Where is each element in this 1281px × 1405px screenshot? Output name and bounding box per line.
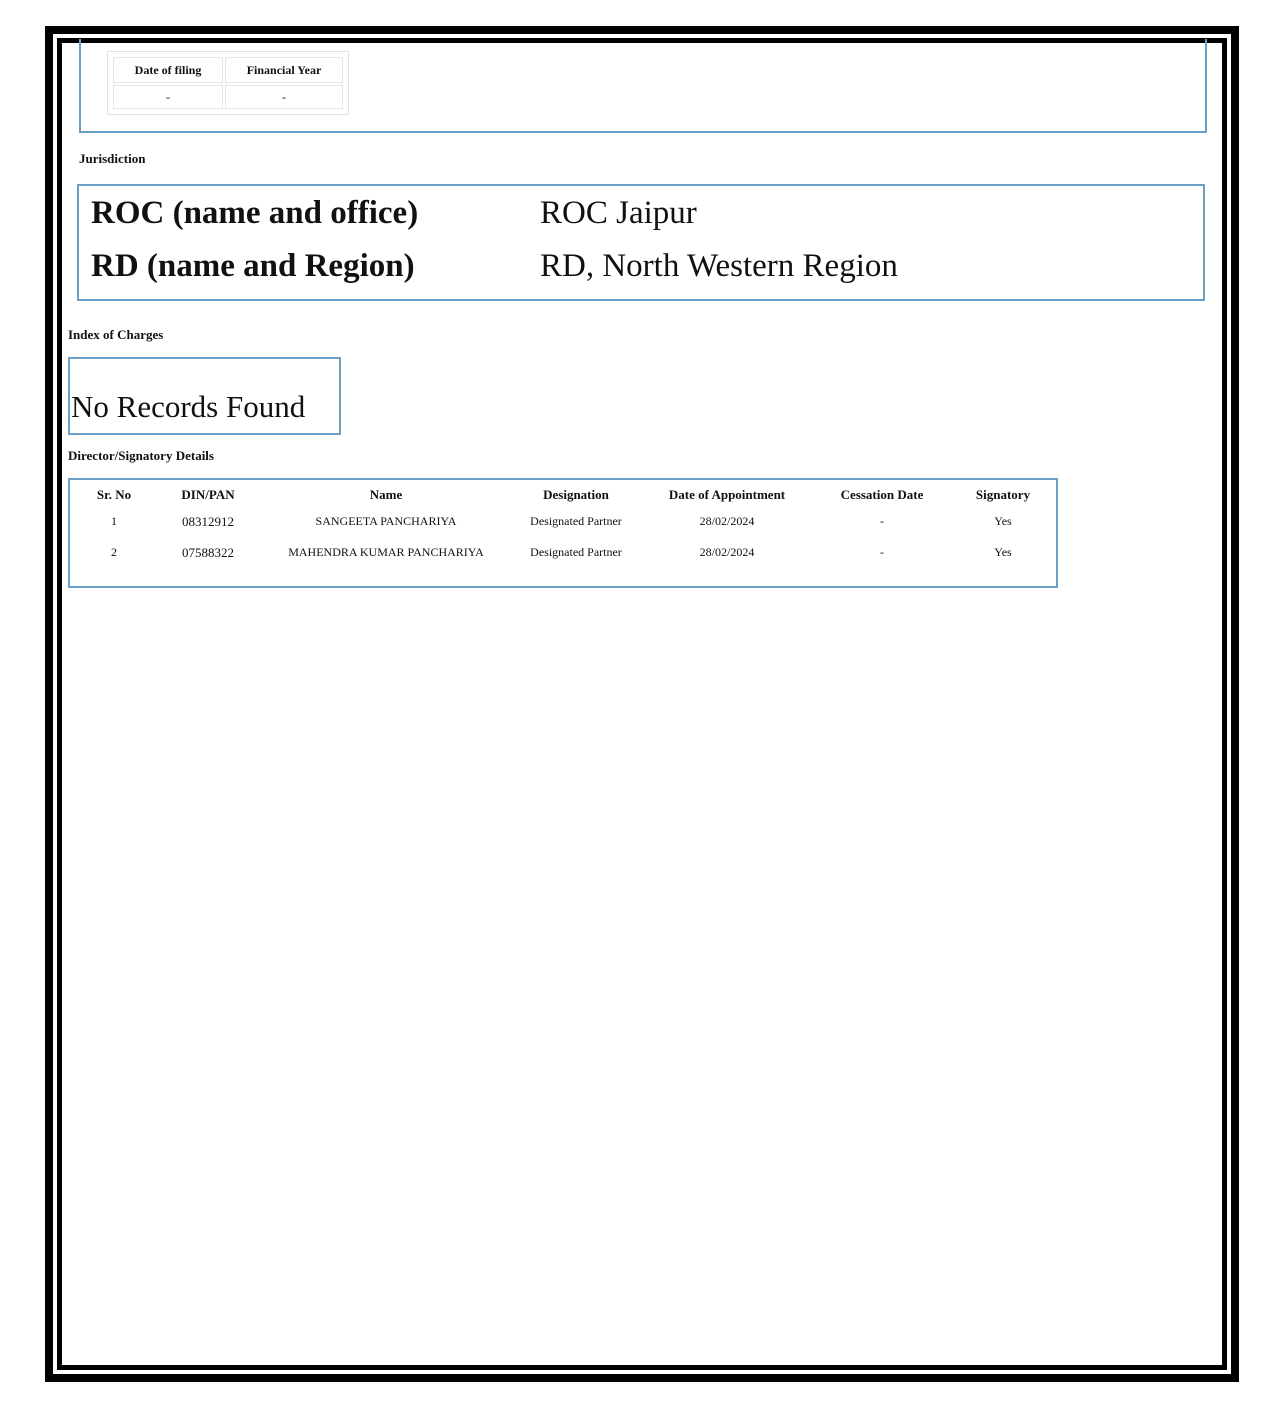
financial-year-value: - — [225, 85, 343, 109]
director-details-heading: Director/Signatory Details — [68, 448, 214, 463]
col-sr-no: Sr. No — [96, 487, 132, 502]
rd-row — [91, 246, 898, 286]
date-of-filing-header: Date of filing — [113, 57, 223, 83]
financial-year-header: Financial Year — [225, 57, 343, 83]
col-designation: Designation — [543, 487, 609, 502]
din-pan-cell: 07588322 — [182, 544, 234, 560]
director-details-box — [68, 478, 1058, 588]
rd-label: RD (name and Region) — [91, 248, 415, 284]
din-pan-cell: 08312912 — [182, 513, 234, 529]
document-page — [62, 43, 1222, 1365]
sr-no-cell: 2 — [111, 545, 117, 559]
col-name: Name — [369, 487, 403, 502]
index-of-charges-heading: Index of Charges — [68, 327, 164, 342]
table-row — [80, 506, 1048, 537]
director-table-header-row — [80, 484, 1048, 506]
col-signatory: Signatory — [975, 487, 1031, 502]
filing-header-row — [113, 57, 343, 83]
charges-box — [68, 357, 341, 435]
filing-section — [79, 39, 1207, 133]
col-din-pan: DIN/PAN — [181, 487, 235, 502]
name-cell: MAHENDRA KUMAR PANCHARIYA — [288, 545, 484, 559]
roc-value: ROC Jaipur — [540, 195, 697, 231]
table-row — [80, 537, 1048, 568]
col-date-of-appointment: Date of Appointment — [668, 487, 786, 502]
rd-value: RD, North Western Region — [540, 248, 898, 284]
filing-table — [111, 55, 345, 111]
filing-table-wrapper — [107, 51, 349, 115]
name-cell: SANGEETA PANCHARIYA — [315, 514, 457, 528]
designation-cell: Designated Partner — [530, 545, 622, 559]
designation-cell: Designated Partner — [530, 514, 622, 528]
date-of-filing-value: - — [113, 85, 223, 109]
sr-no-cell: 1 — [111, 514, 117, 528]
jurisdiction-box — [77, 184, 1205, 301]
cessation-date-cell: - — [880, 545, 884, 559]
signatory-cell: Yes — [994, 514, 1012, 528]
filing-value-row — [113, 85, 343, 109]
col-cessation-date: Cessation Date — [840, 487, 924, 502]
director-table — [80, 484, 1048, 568]
appointment-date-cell: 28/02/2024 — [699, 514, 755, 528]
cessation-date-cell: - — [880, 514, 884, 528]
signatory-cell: Yes — [994, 545, 1012, 559]
appointment-date-cell: 28/02/2024 — [699, 545, 755, 559]
no-records-text: No Records Found — [71, 389, 306, 424]
roc-row — [91, 193, 697, 233]
roc-label: ROC (name and office) — [91, 195, 419, 231]
jurisdiction-heading: Jurisdiction — [79, 151, 146, 166]
